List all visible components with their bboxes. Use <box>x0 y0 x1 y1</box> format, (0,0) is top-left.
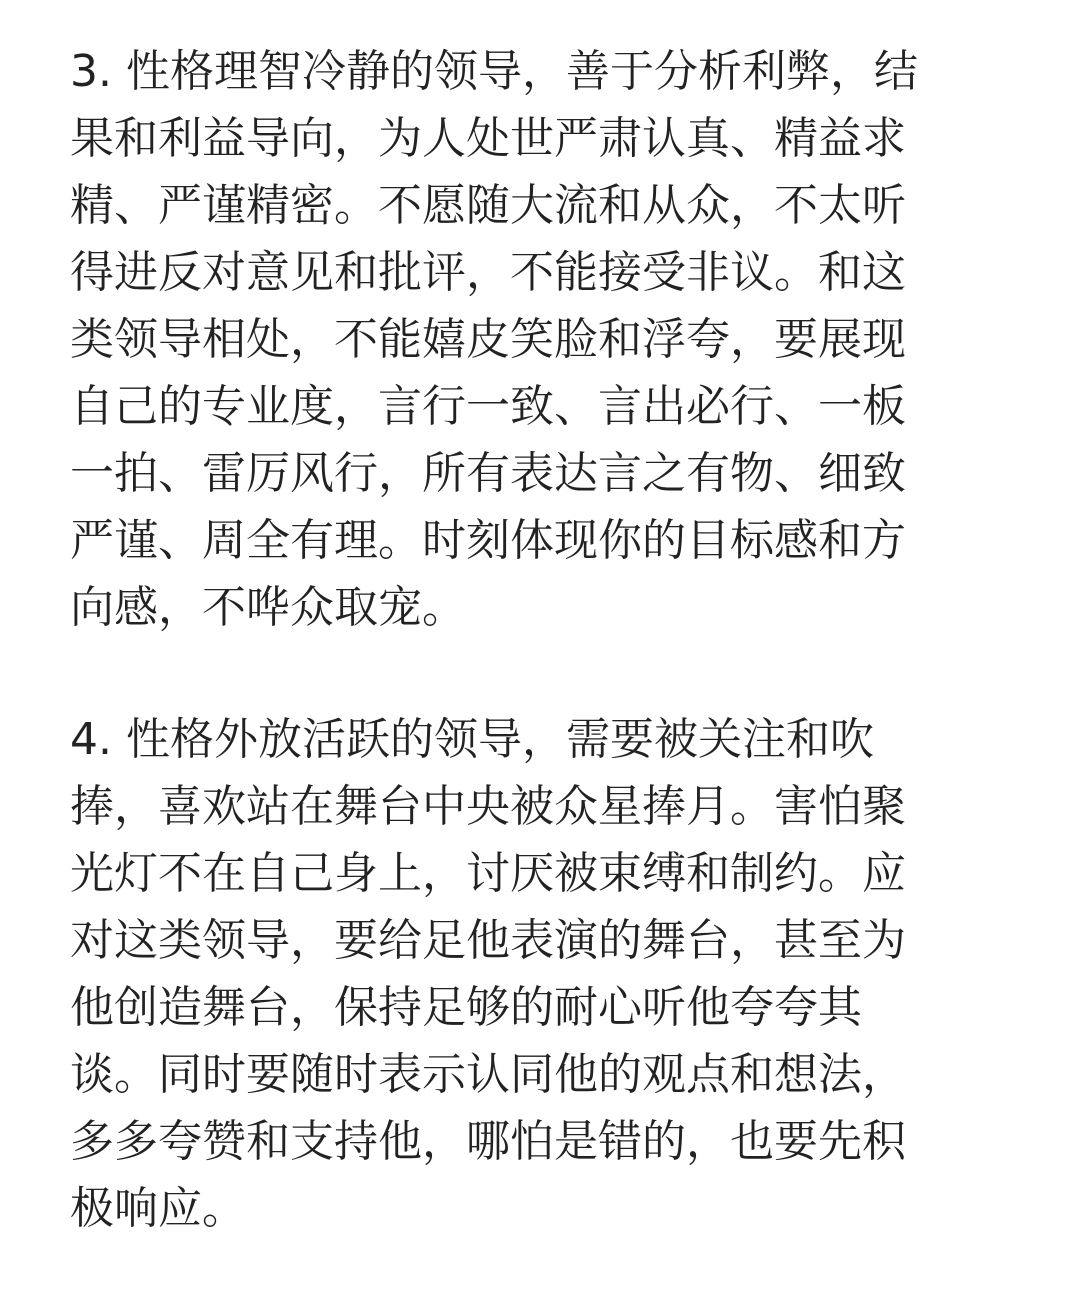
text-line: 多多夸赞和支持他，哪怕是错的，也要先积 <box>70 1116 906 1167</box>
paragraph-spacer <box>70 641 982 706</box>
text-line: 4. 性格外放活跃的领导，需要被关注和吹 <box>70 714 874 765</box>
text-line: 果和利益导向，为人处世严肃认真、精益求 <box>70 113 906 164</box>
text-line: 3. 性格理智冷静的领导，善于分析利弊，结 <box>70 46 918 97</box>
article-body <box>70 38 982 1242</box>
text-line: 类领导相处，不能嬉皮笑脸和浮夸，要展现 <box>70 314 906 365</box>
text-line: 对这类领导，要给足他表演的舞台，甚至为 <box>70 915 906 966</box>
text-line: 自己的专业度，言行一致、言出必行、一板 <box>70 381 906 432</box>
text-line: 严谨、周全有理。时刻体现你的目标感和方 <box>70 515 906 566</box>
text-line: 精、严谨精密。不愿随大流和从众，不太听 <box>70 180 906 231</box>
paragraph-4 <box>70 706 982 1242</box>
text-line: 得进反对意见和批评，不能接受非议。和这 <box>70 247 906 298</box>
text-line: 他创造舞台，保持足够的耐心听他夸夸其 <box>70 982 862 1033</box>
text-line: 谈。同时要随时表示认同他的观点和想法， <box>70 1049 906 1100</box>
paragraph-3 <box>70 38 982 641</box>
text-line: 一拍、雷厉风行，所有表达言之有物、细致 <box>70 448 906 499</box>
text-line: 向感，不哗众取宠。 <box>70 582 466 633</box>
text-line: 捧，喜欢站在舞台中央被众星捧月。害怕聚 <box>70 781 906 832</box>
text-line: 光灯不在自己身上，讨厌被束缚和制约。应 <box>70 848 906 899</box>
text-line: 极响应。 <box>70 1183 246 1234</box>
